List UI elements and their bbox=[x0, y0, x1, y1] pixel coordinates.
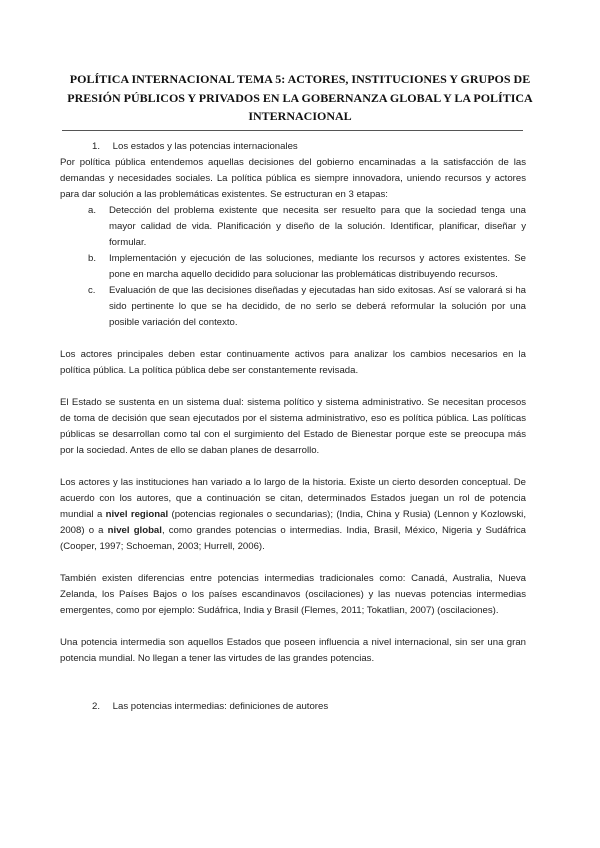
actors-paragraph: Los actores principales deben estar continuamente activos para analizar los cambios necesarios en la política pública. La política pública debe ser constantemente revisada. bbox=[60, 349, 526, 376]
section-1-title: Los estados y las potencias internacionales bbox=[112, 141, 298, 152]
bold-term-regional: nivel regional bbox=[105, 509, 169, 520]
list-item bbox=[60, 251, 526, 283]
spacer bbox=[60, 459, 526, 475]
section-1-heading bbox=[60, 139, 526, 155]
section-1-number: 1. bbox=[92, 141, 101, 152]
text-run: (potencias regionales o secundarias); (India, China y Rusia) (Lennon y Kozlowski, 2008) o a bbox=[60, 509, 526, 536]
text-run: , como grandes potencias o intermedias. India, Brasil, México, Nigeria y Sudáfrica (Cooper, 1997; Schoeman, 2003; Hurrell, 2006). bbox=[60, 525, 526, 552]
state-paragraph: El Estado se sustenta en un sistema dual: sistema político y sistema administrativo. Se necesitan procesos de toma de decisión que sean ejecutados por el sistema administrativo, eso es política pública. Las políticas públicas se desarrollan como tal con el surgimiento del Estado de Bienestar porque este se preocupa más por la sociedad. Antes de ello se daban planes de desarrollo. bbox=[60, 397, 526, 456]
institutions-paragraph bbox=[60, 475, 526, 555]
list-marker: b. bbox=[88, 253, 97, 264]
list-marker: a. bbox=[88, 205, 97, 216]
document-title: POLÍTICA INTERNACIONAL TEMA 5: ACTORES, INSTITUCIONES Y GRUPOS DE PRESIÓN PÚBLICOS Y PRIVADOS EN LA GOBERNANZA GLOBAL Y LA POLÍTICA INTERNACIONAL bbox=[67, 72, 533, 123]
spacer bbox=[60, 331, 526, 347]
spacer bbox=[60, 555, 526, 571]
document-body bbox=[60, 139, 526, 715]
spacer bbox=[60, 379, 526, 395]
middle-powers-paragraph: También existen diferencias entre potencias intermedias tradicionales como: Canadá, Australia, Nueva Zelanda, los Países Bajos o los países escandinavos (oscilaciones) y las nuevas potencias intermedias emergentes, como por ejemplo: Sudáfrica, India y Brasil (Flemes, 2011; Tokatlian, 2007) (oscilaciones). bbox=[60, 573, 526, 616]
section-2-title: Las potencias intermedias: definiciones de autores bbox=[112, 701, 329, 712]
list-item-text: Detección del problema existente que necesita ser resuelto para que la sociedad tenga una mayor calidad de vida. Planificación y diseño de la solución. Identificar, planificar, diseñar y formular. bbox=[109, 205, 526, 248]
stages-list bbox=[60, 203, 526, 331]
list-marker: c. bbox=[88, 285, 96, 296]
list-item bbox=[60, 203, 526, 251]
bold-term-global: nivel global bbox=[107, 525, 162, 536]
list-item-text: Evaluación de que las decisiones diseñadas y ejecutadas han sido exitosas. Así se valorará si ha sido pertinente lo que se ha decidido, de no serlo se deberá reformular la solución por una posible variación del contexto. bbox=[109, 285, 526, 328]
title-divider bbox=[62, 130, 523, 131]
section-2-number: 2. bbox=[92, 701, 101, 712]
spacer bbox=[60, 619, 526, 635]
list-item bbox=[60, 283, 526, 331]
spacer bbox=[60, 667, 526, 699]
list-item-text: Implementación y ejecución de las soluciones, mediante los recursos y actores existentes. Se pone en marcha aquello decidido para solucionar las problemáticas distribuyendo recursos. bbox=[109, 253, 526, 280]
section-2-heading bbox=[60, 699, 526, 715]
definition-paragraph: Una potencia intermedia son aquellos Estados que poseen influencia a nivel internacional, sin ser una gran potencia mundial. No llegan a tener las virtudes de las grandes potencias. bbox=[60, 637, 526, 664]
text-run: Los actores y las instituciones han variado a lo largo de la historia. Existe un cierto desorden conceptual. De acuerdo con los autores, que a continuación se citan, determinados Estados juegan un rol de potencia mundial a bbox=[60, 477, 526, 520]
intro-paragraph: Por política pública entendemos aquellas decisiones del gobierno encaminadas a la satisfacción de las demandas y necesidades sociales. La política pública es siempre innovadora, uniendo recursos y actores para dar solución a las problemáticas existentes. Se estructuran en 3 etapas: bbox=[60, 157, 526, 200]
